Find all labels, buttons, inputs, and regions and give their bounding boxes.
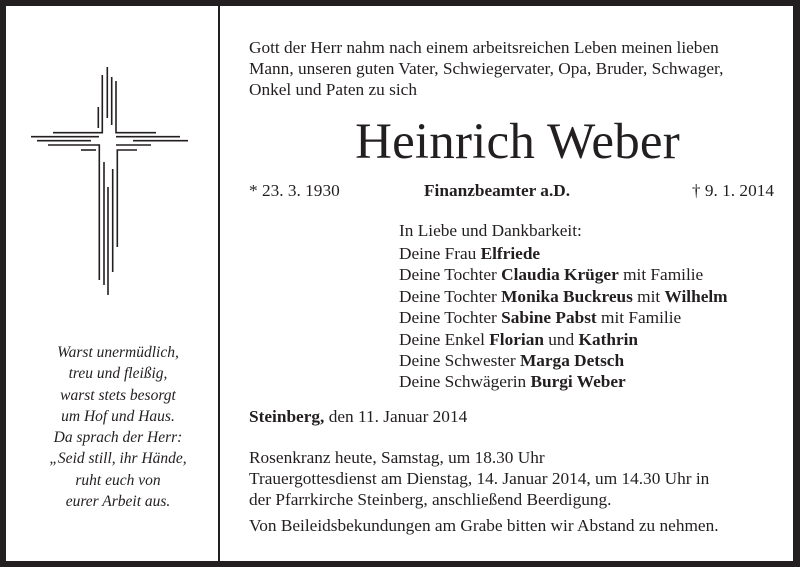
relation: Deine Schwester xyxy=(399,350,520,370)
member-name: Claudia Krüger xyxy=(501,265,619,285)
family-member xyxy=(399,264,728,285)
service-info xyxy=(249,447,709,510)
place-date xyxy=(249,406,467,427)
poem-line: um Hof und Haus. xyxy=(61,407,175,425)
poem-line: Da sprach der Herr: xyxy=(53,429,183,447)
family-header: In Liebe und Dankbarkeit: xyxy=(399,221,582,240)
intro-line: Gott der Herr nahm nach einem arbeitsreichen Leben meinen lieben xyxy=(249,38,719,57)
death-date: † 9. 1. 2014 xyxy=(691,181,774,200)
member-name: Marga Detsch xyxy=(519,350,625,370)
poem-line: „Seid still, ihr Hände, xyxy=(49,450,187,468)
birth-date: * 23. 3. 1930 xyxy=(249,181,340,200)
profession: Finanzbeamter a.D. xyxy=(424,181,571,200)
poem xyxy=(20,342,216,512)
relation: Deine Frau xyxy=(399,244,481,263)
poem-line: warst stets besorgt xyxy=(60,386,176,404)
family-member xyxy=(399,371,728,392)
relation: Deine Tochter xyxy=(399,286,502,306)
condolence-notice: Von Beileidsbekundungen am Grabe bitten wir Abstand zu nehmen. xyxy=(249,516,719,535)
family-member xyxy=(399,307,728,328)
intro-text xyxy=(249,37,723,100)
relation: Deine Schwägerin xyxy=(399,372,531,392)
member-name: Florian xyxy=(489,329,544,349)
poem-line: ruht euch von xyxy=(75,471,161,489)
cross-icon xyxy=(6,6,218,306)
poem-line: treu und fleißig, xyxy=(68,365,168,383)
poem-line: Warst unermüdlich, xyxy=(57,344,179,361)
family-list xyxy=(399,220,728,393)
member-name: Wilhelm xyxy=(664,286,728,306)
connector: mit Familie xyxy=(596,308,682,328)
relation: Deine Tochter xyxy=(399,308,502,328)
place-town: Steinberg, xyxy=(249,407,325,426)
obituary-card xyxy=(6,6,793,561)
connector: mit Familie xyxy=(618,265,704,285)
intro-line: Mann, unseren guten Vater, Schwiegervater, Opa, Bruder, Schwager, xyxy=(249,59,724,78)
family-member xyxy=(399,329,728,350)
service-line: der Pfarrkirche Steinberg, anschließend Beerdigung. xyxy=(249,490,612,509)
deceased-name: Heinrich Weber xyxy=(355,114,680,170)
column-divider xyxy=(218,6,220,561)
family-member xyxy=(399,243,728,264)
member-name: Monika Buckreus xyxy=(501,286,633,306)
service-line: Rosenkranz heute, Samstag, um 18.30 Uhr xyxy=(249,448,545,467)
service-line: Trauergottesdienst am Dienstag, 14. Januar 2014, um 14.30 Uhr in xyxy=(249,469,710,488)
member-name: Kathrin xyxy=(578,329,639,349)
member-name: Elfriede xyxy=(480,244,541,263)
poem-line: eurer Arbeit aus. xyxy=(65,493,171,511)
connector: und xyxy=(543,329,579,349)
family-member xyxy=(399,350,728,371)
member-name: Burgi Weber xyxy=(530,372,626,392)
relation: Deine Enkel xyxy=(399,329,490,349)
family-member xyxy=(399,286,728,307)
intro-line: Onkel und Paten zu sich xyxy=(249,80,417,99)
place-date-text: den 11. Januar 2014 xyxy=(324,407,468,426)
member-name: Sabine Pabst xyxy=(501,308,597,328)
relation: Deine Tochter xyxy=(399,265,502,285)
connector: mit xyxy=(632,286,665,306)
